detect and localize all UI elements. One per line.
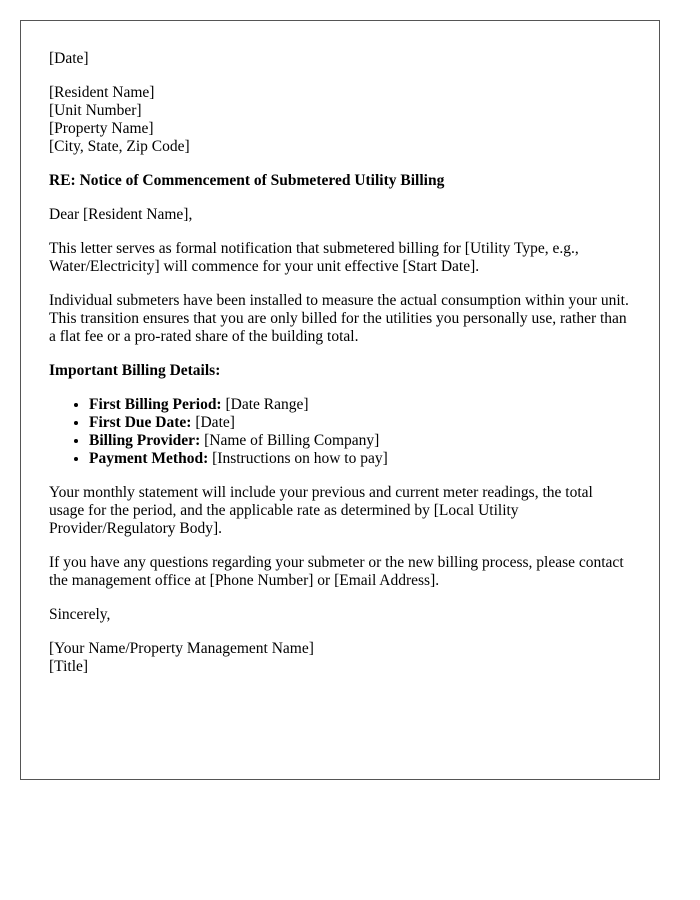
body-paragraph-statement: Your monthly statement will include your previous and current meter readings, the total usage for the period, and the applicable rate as determined by [Local Utility Provider/Regulatory Body]. — [49, 484, 593, 537]
detail-label: First Due Date: — [89, 414, 192, 431]
letter-date: [Date] — [49, 50, 89, 67]
recipient-address — [49, 84, 631, 156]
detail-value: [Name of Billing Company] — [200, 432, 380, 449]
body-paragraph-notification: This letter serves as formal notification that submetered billing for [Utility Type, e.g., Water/Electricity] will commence for your unit effective [Start Date]. — [49, 240, 579, 275]
list-item-due-date — [89, 414, 631, 432]
signature-title: [Title] — [49, 658, 89, 675]
detail-label: Payment Method: — [89, 450, 209, 467]
list-item-billing-period — [89, 396, 631, 414]
body-paragraph-submeters: Individual submeters have been installed to measure the actual consumption within your unit. This transition ensures that you are only billed for the utilities you personally use, rather than a flat fee or a pro-rated share of the building total. — [49, 292, 629, 345]
detail-label: First Billing Period: — [89, 396, 222, 413]
salutation: Dear [Resident Name], — [49, 206, 193, 223]
recipient-name: [Resident Name] — [49, 84, 155, 101]
signature-name: [Your Name/Property Management Name] — [49, 640, 314, 657]
recipient-city-state-zip: [City, State, Zip Code] — [49, 138, 190, 155]
signature-block — [49, 640, 631, 676]
billing-details-list — [49, 396, 631, 468]
letter-page — [20, 20, 660, 780]
detail-label: Billing Provider: — [89, 432, 201, 449]
details-heading: Important Billing Details: — [49, 362, 221, 379]
recipient-property: [Property Name] — [49, 120, 154, 137]
closing: Sincerely, — [49, 606, 111, 623]
list-item-billing-provider — [89, 432, 631, 450]
detail-value: [Date] — [191, 414, 235, 431]
recipient-unit: [Unit Number] — [49, 102, 142, 119]
list-item-payment-method — [89, 450, 631, 468]
detail-value: [Instructions on how to pay] — [208, 450, 388, 467]
body-paragraph-questions: If you have any questions regarding your submeter or the new billing process, please contact the management office at [Phone Number] or [Email Address]. — [49, 554, 624, 589]
detail-value: [Date Range] — [221, 396, 309, 413]
subject-line: RE: Notice of Commencement of Submetered Utility Billing — [49, 172, 445, 189]
